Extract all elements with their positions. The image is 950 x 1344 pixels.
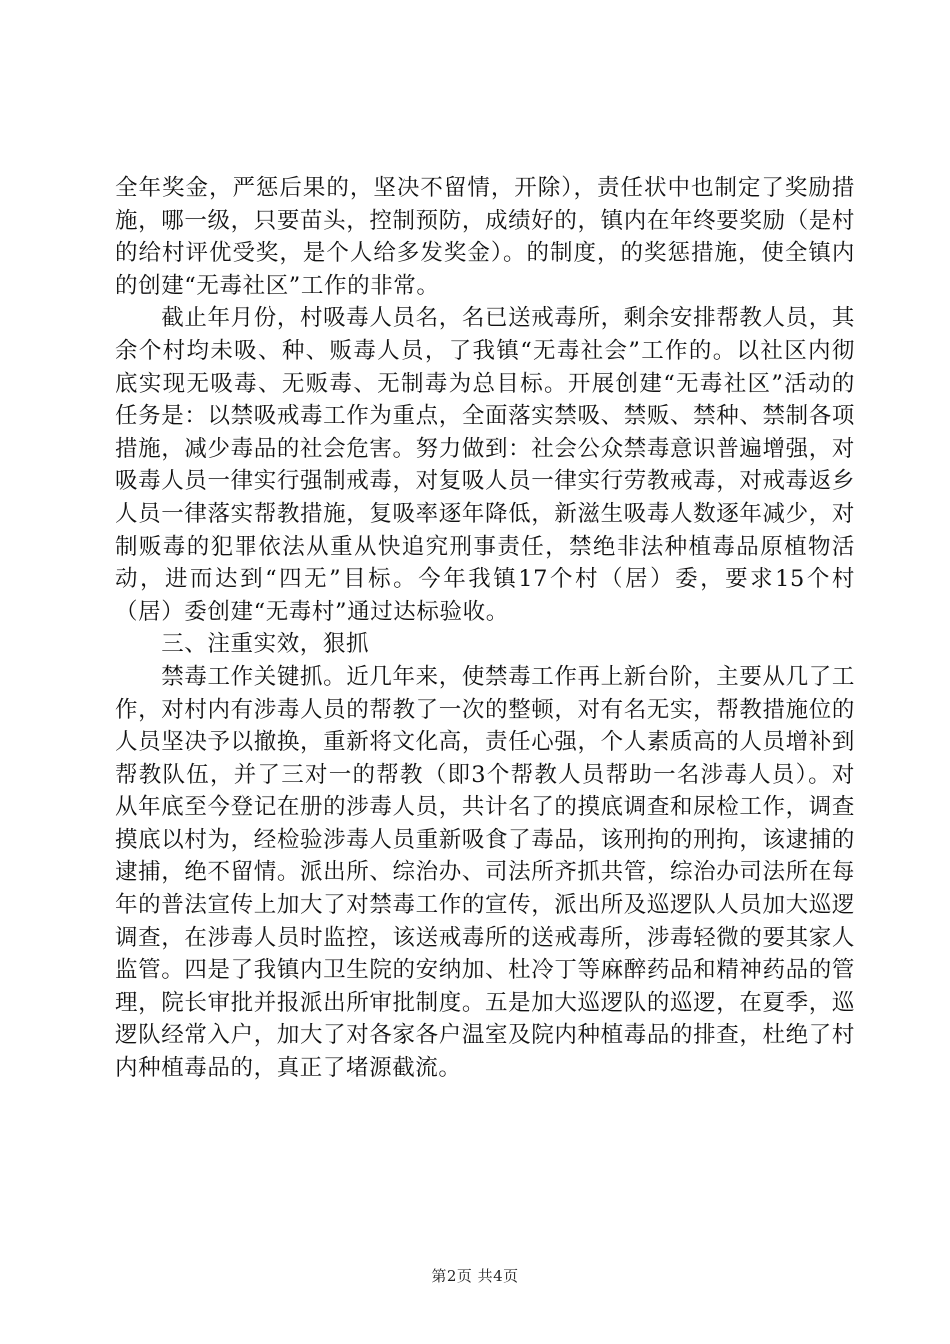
paragraph-4: 禁毒工作关键抓。近几年来，使禁毒工作再上新台阶，主要从几了工作，对村内有涉毒人员的帮教了一次的整顿，对有名无实，帮教措施位的人员坚决予以撤换，重新将文化高，责任心强，个人素质高的人员增补到帮教队伍，并了三对一的帮教（即3个帮教人员帮助一名涉毒人员）。对从年底至今登记在册的涉毒人员，共计名了的摸底调查和尿检工作，调查摸底以村为，经检验涉毒人员重新吸食了毒品，该刑拘的刑拘，该逮捕的逮捕，绝不留情。派出所、综治办、司法所齐抓共管，综治办司法所在每年的普法宣传上加大了对禁毒工作的宣传，派出所及巡逻队人员加大巡逻调查，在涉毒人员时监控，该送戒毒所的送戒毒所，涉毒轻微的要其家人监管。四是了我镇内卫生院的安纳加、杜冷丁等麻醉药品和精神药品的管理，院长审批并报派出所审批制度。五是加大巡逻队的巡逻，在夏季，巡逻队经常入户，加大了对各家各户温室及院内种植毒品的排查，杜绝了村内种植毒品的，真正了堵源截流。	[115, 663, 855, 1082]
document-body	[115, 172, 855, 1085]
page-footer: 第2页 共4页	[431, 1267, 519, 1285]
paragraph-1: 全年奖金，严惩后果的，坚决不留情，开除），责任状中也制定了奖励措施，哪一级，只要苗头，控制预防，成绩好的，镇内在年终要奖励（是村的给村评优受奖，是个人给多发奖金）。的制度，的奖惩措施，使全镇内的创建“无毒社区”工作的非常。	[115, 175, 855, 299]
paragraph-2: 截止年月份，村吸毒人员名，名已送戒毒所，剩余安排帮教人员，其余个村均未吸、种、贩毒人员，了我镇“无毒社会”工作的。以社区内彻底实现无吸毒、无贩毒、无制毒为总目标。开展创建“无毒社区”活动的任务是：以禁吸戒毒工作为重点，全面落实禁吸、禁贩、禁种、禁制各项措施，减少毒品的社会危害。努力做到：社会公众禁毒意识普遍增强，对吸毒人员一律实行强制戒毒，对复吸人员一律实行劳教戒毒，对戒毒返乡人员一律落实帮教措施，复吸率逐年降低，新滋生吸毒人数逐年减少，对制贩毒的犯罪依法从重从快追究刑事责任，禁绝非法种植毒品原植物活动，进而达到“四无”目标。今年我镇17个村（居）委，要求15个村（居）委创建“无毒村”通过达标验收。	[115, 305, 855, 625]
section-heading-3: 三、注重实效，狠抓	[115, 631, 370, 658]
